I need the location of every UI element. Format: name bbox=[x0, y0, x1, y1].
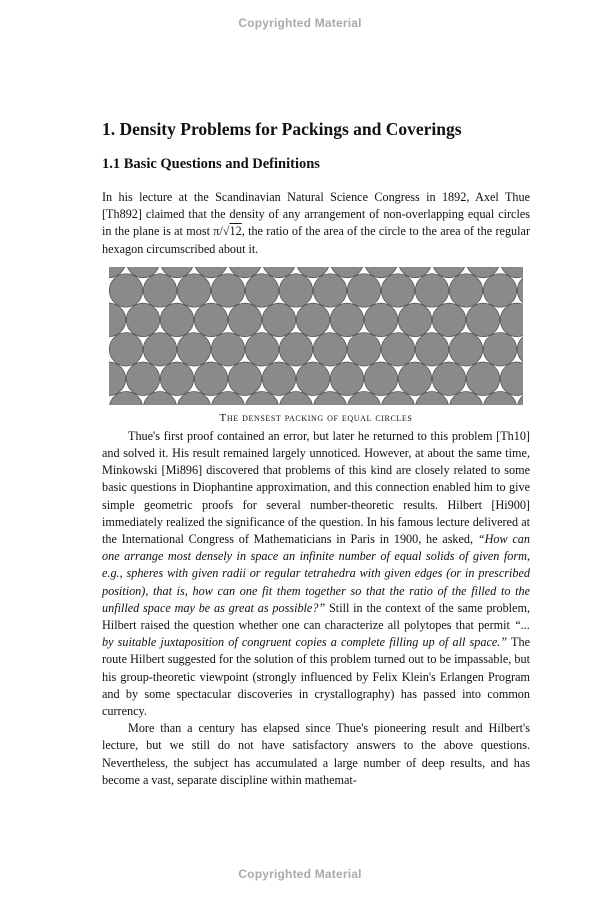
hilbert-quote-1: “How can one arrange most densely in space an infinite number of equal solids of given form, e.g., spheres with given radii or regular tetrahedra with given edges (or in prescribed position), that is, how can one fit them together so that the ratio of the filled to the unfilled space may be as great as possible?” bbox=[102, 532, 530, 615]
watermark-bottom: Copyrighted Material bbox=[238, 867, 362, 881]
packing-circle bbox=[381, 332, 414, 365]
figure-caption: The densest packing of equal circles bbox=[219, 411, 413, 424]
watermark-top: Copyrighted Material bbox=[238, 16, 362, 30]
packing-circle bbox=[262, 362, 295, 395]
packing-circle bbox=[143, 274, 176, 307]
section-title: 1.1 Basic Questions and Definitions bbox=[102, 156, 320, 172]
packing-circle bbox=[466, 362, 499, 395]
packing-circle bbox=[143, 332, 176, 365]
packing-circle bbox=[177, 332, 210, 365]
circle-packing-figure bbox=[109, 267, 523, 405]
packing-circle bbox=[483, 332, 516, 365]
packing-circle bbox=[160, 362, 193, 395]
packing-circle bbox=[398, 362, 431, 395]
packing-circle bbox=[228, 303, 261, 336]
packing-circle bbox=[381, 274, 414, 307]
packing-circle bbox=[500, 303, 523, 336]
packing-circle bbox=[347, 332, 380, 365]
packing-circle bbox=[432, 362, 465, 395]
packing-circle bbox=[313, 274, 346, 307]
packing-circle bbox=[296, 303, 329, 336]
packing-circle bbox=[313, 332, 346, 365]
paragraph-1: In his lecture at the Scandinavian Natural Science Congress in 1892, Axel Thue [Th892] claimed that the density of any arrangement of non-overlapping equal circles in the plane is at most π/√12, the ratio of the area of the circle to the area of the regular hexagon circumscribed about it. bbox=[102, 190, 531, 256]
packing-circle bbox=[415, 274, 448, 307]
packing-circle bbox=[330, 362, 363, 395]
packing-circle bbox=[279, 332, 312, 365]
packing-circle bbox=[279, 274, 312, 307]
packing-circle bbox=[347, 274, 380, 307]
packing-circle bbox=[449, 332, 482, 365]
packing-circle bbox=[432, 303, 465, 336]
packing-circle bbox=[262, 303, 295, 336]
packing-circle bbox=[517, 274, 523, 307]
packing-circle bbox=[109, 274, 142, 307]
packing-circle bbox=[364, 362, 397, 395]
packing-circle bbox=[364, 303, 397, 336]
packing-circle bbox=[194, 303, 227, 336]
packing-circle bbox=[245, 332, 278, 365]
packing-circle bbox=[517, 332, 523, 365]
paragraph-3: More than a century has elapsed since Thue's pioneering result and Hilbert's lecture, but we still do not have satisfactory answers to the above questions. Nevertheless, the subject has accumulated a large number of deep results, and has become a vast, separate discipline within mathemat- bbox=[102, 721, 530, 787]
packing-circle bbox=[398, 303, 431, 336]
packing-circle bbox=[449, 274, 482, 307]
packing-circle bbox=[296, 362, 329, 395]
chapter-title: 1. Density Problems for Packings and Coverings bbox=[102, 119, 462, 139]
packing-circle bbox=[211, 274, 244, 307]
packing-circle bbox=[245, 274, 278, 307]
packing-circle bbox=[483, 274, 516, 307]
packing-circle bbox=[466, 303, 499, 336]
packing-circle bbox=[330, 303, 363, 336]
packing-circle bbox=[126, 362, 159, 395]
hilbert-quote-2: “... by suitable juxtaposition of congruent copies a complete filling up of all space.” bbox=[102, 618, 530, 650]
packing-circle bbox=[211, 332, 244, 365]
packing-circle bbox=[177, 274, 210, 307]
packing-circle bbox=[500, 362, 523, 395]
packing-circle bbox=[109, 303, 126, 336]
paragraph-2: Thue's first proof contained an error, but later he returned to this problem [Th10] and solved it. His result remained largely unnoticed. However, at about the same time, Minkowski [Mi896] discovered that problems of this kind are closely related to some basic questions in Diophantine approximation, and this connection enabled him to give simple geometric proofs for several number-theoretic results. Hilbert [Hi900] immediately realized the significance of the question. In his famous lecture delivered at the International Congress of Mathematicians in Paris in 1900, he asked, “How can one arrange most densely in space an infinite number of equal solids of given form, e.g., spheres with given radii or regular tetrahedra with given edges (or in prescribed position), that is, how can one fit them together so that the ratio of the filled to the unfilled space may be as great as possible?” Still in the context of the same problem, Hilbert raised the question whether one can characterize all polytopes that permit “... by suitable juxtaposition of congruent copies a complete filling up of all space.” The route Hilbert suggested for the solution of this problem turned out to be impassable, but his group-theoretic viewpoint (strongly influenced by Felix Klein's Erlangen Program and by some spectacular discoveries in crystallography) has passed into common currency. bbox=[102, 428, 530, 719]
page-content bbox=[102, 118, 530, 789]
packing-circle bbox=[126, 303, 159, 336]
packing-circle bbox=[194, 362, 227, 395]
radicand: 12 bbox=[229, 224, 242, 239]
packing-circle bbox=[415, 332, 448, 365]
packing-circle bbox=[109, 332, 142, 365]
packing-circle bbox=[228, 362, 261, 395]
packing-circle bbox=[109, 362, 126, 395]
packing-circle bbox=[160, 303, 193, 336]
